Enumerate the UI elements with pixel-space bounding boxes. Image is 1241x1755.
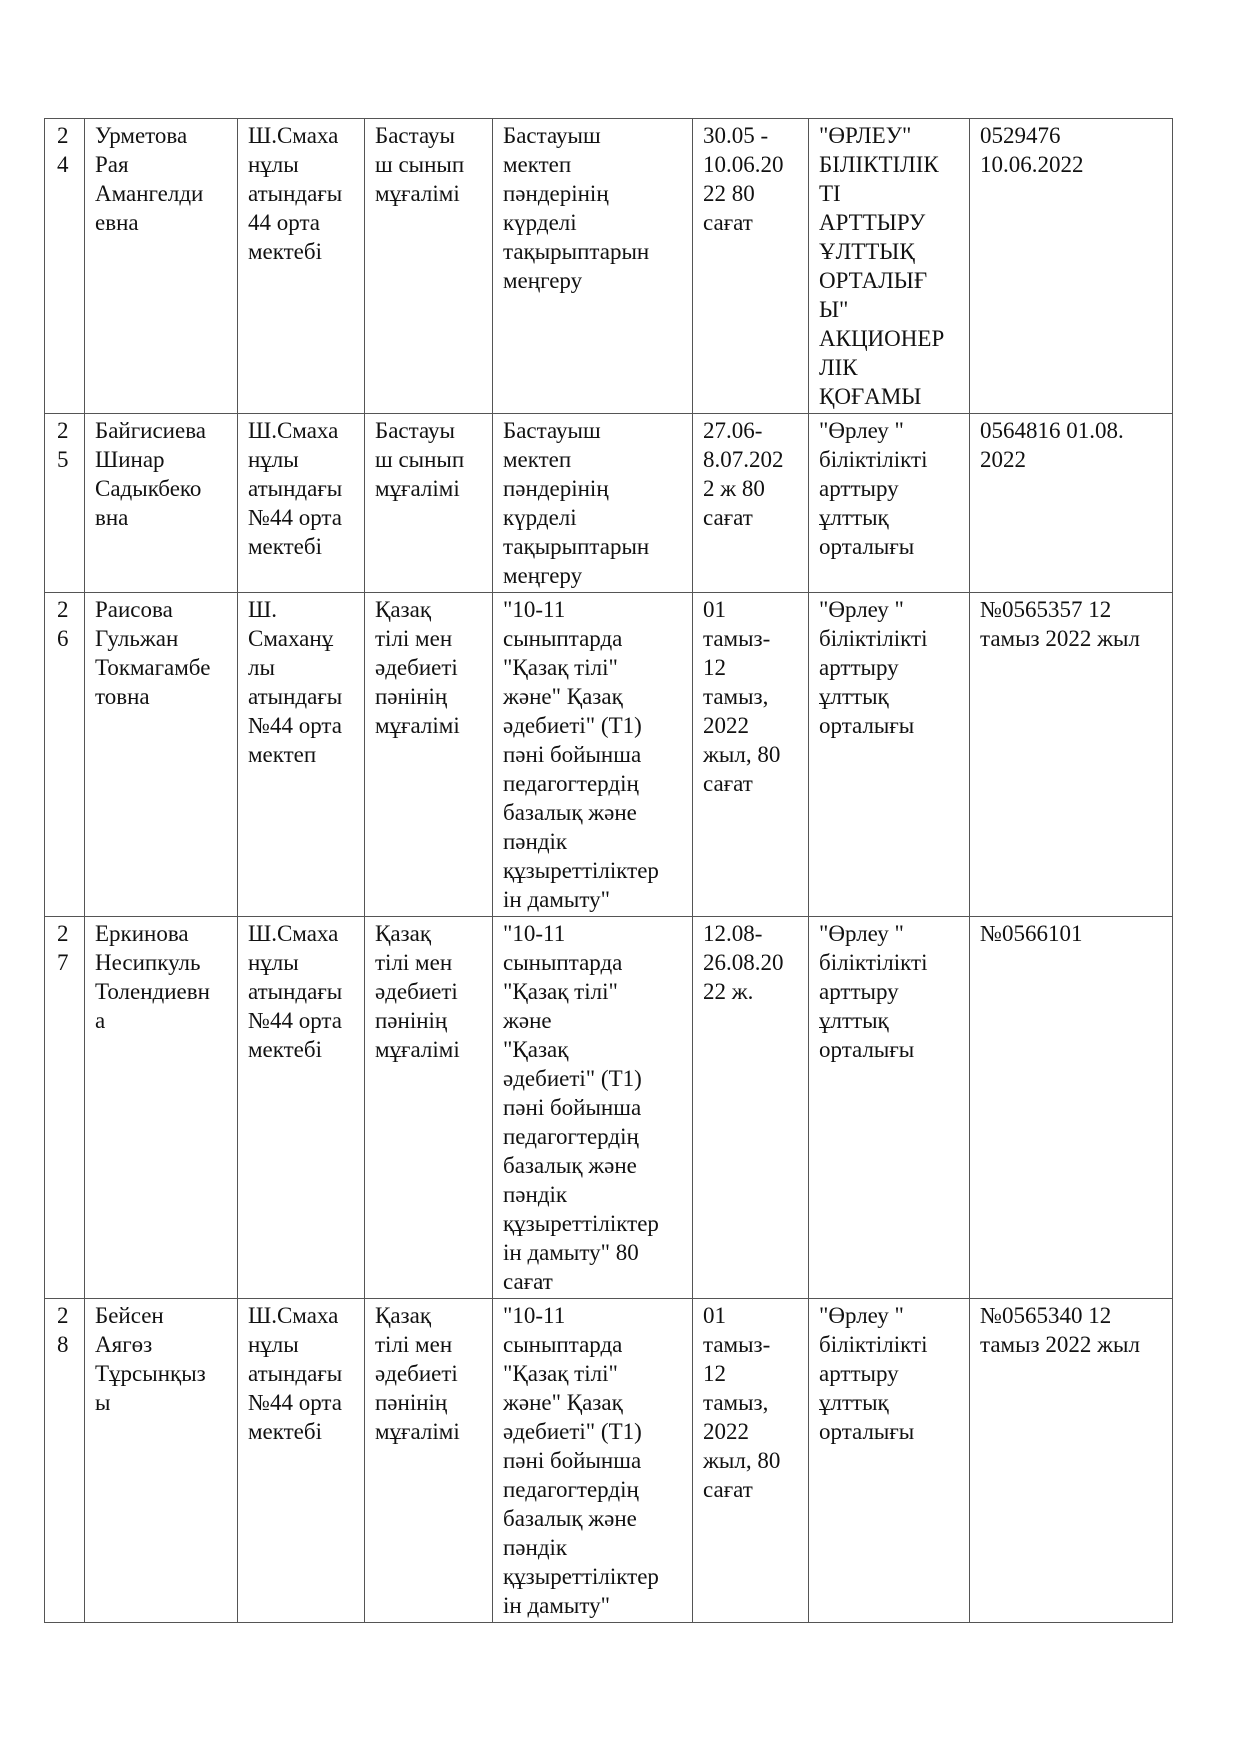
school-cell: Ш.Смаха нұлы атындағы №44 орта мектебі <box>238 414 365 593</box>
organizer-cell: "Өрлеу " біліктілікті арттыру ұлттық орталығы <box>809 1299 970 1623</box>
row-number-cell: 2 7 <box>45 917 85 1299</box>
position-cell: Қазақ тілі мен әдебиеті пәнінің мұғалімі <box>365 917 493 1299</box>
school-cell: Ш. Смаханұ лы атындағы №44 орта мектеп <box>238 593 365 917</box>
course-dates-cell: 30.05 - 10.06.20 22 80 сағат <box>693 119 809 414</box>
course-dates-cell: 01 тамыз- 12 тамыз, 2022 жыл, 80 сағат <box>693 1299 809 1623</box>
course-dates-cell: 27.06- 8.07.202 2 ж 80 сағат <box>693 414 809 593</box>
course-dates-cell: 12.08- 26.08.20 22 ж. <box>693 917 809 1299</box>
row-number-cell: 2 8 <box>45 1299 85 1623</box>
certificate-cell: №0565357 12 тамыз 2022 жыл <box>970 593 1173 917</box>
row-number-cell: 2 4 <box>45 119 85 414</box>
course-dates-cell: 01 тамыз- 12 тамыз, 2022 жыл, 80 сағат <box>693 593 809 917</box>
organizer-cell: "Өрлеу " біліктілікті арттыру ұлттық орталығы <box>809 414 970 593</box>
course-title-cell: "10-11 сыныптарда "Қазақ тілі" және" Қазақ әдебиеті" (Т1) пәні бойынша педагогтердің базалық және пәндік құзыреттіліктер ін дамыту" <box>493 593 693 917</box>
organizer-cell: "Өрлеу " біліктілікті арттыру ұлттық орталығы <box>809 593 970 917</box>
organizer-cell: "ӨРЛЕУ" БІЛІКТІЛІК ТІ АРТТЫРУ ҰЛТТЫҚ ОРТАЛЫҒ Ы" АКЦИОНЕР ЛІК ҚОҒАМЫ <box>809 119 970 414</box>
table-row <box>45 119 1173 414</box>
teacher-name-cell: Урметова Рая Амангелди евна <box>85 119 238 414</box>
course-title-cell: "10-11 сыныптарда "Қазақ тілі" және" Қазақ әдебиеті" (Т1) пәні бойынша педагогтердің базалық және пәндік құзыреттіліктер ін дамыту" <box>493 1299 693 1623</box>
table-row <box>45 593 1173 917</box>
teacher-name-cell: Раисова Гульжан Токмагамбе товна <box>85 593 238 917</box>
course-title-cell: "10-11 сыныптарда "Қазақ тілі" және "Қазақ әдебиеті" (Т1) пәні бойынша педагогтердің базалық және пәндік құзыреттіліктер ін дамыту" 80 сағат <box>493 917 693 1299</box>
organizer-cell: "Өрлеу " біліктілікті арттыру ұлттық орталығы <box>809 917 970 1299</box>
course-title-cell: Бастауыш мектеп пәндерінің күрделі тақырыптарын меңгеру <box>493 119 693 414</box>
school-cell: Ш.Смаха нұлы атындағы 44 орта мектебі <box>238 119 365 414</box>
row-number-cell: 2 5 <box>45 414 85 593</box>
school-cell: Ш.Смаха нұлы атындағы №44 орта мектебі <box>238 917 365 1299</box>
certificate-cell: №0565340 12 тамыз 2022 жыл <box>970 1299 1173 1623</box>
school-cell: Ш.Смаха нұлы атындағы №44 орта мектебі <box>238 1299 365 1623</box>
teacher-name-cell: Еркинова Несипкуль Толендиевн а <box>85 917 238 1299</box>
position-cell: Қазақ тілі мен әдебиеті пәнінің мұғалімі <box>365 1299 493 1623</box>
row-number-cell: 2 6 <box>45 593 85 917</box>
course-title-cell: Бастауыш мектеп пәндерінің күрделі тақырыптарын меңгеру <box>493 414 693 593</box>
training-records-table <box>44 118 1173 1623</box>
position-cell: Қазақ тілі мен әдебиеті пәнінің мұғалімі <box>365 593 493 917</box>
table-row <box>45 414 1173 593</box>
position-cell: Бастауы ш сынып мұғалімі <box>365 414 493 593</box>
certificate-cell: 0564816 01.08. 2022 <box>970 414 1173 593</box>
position-cell: Бастауы ш сынып мұғалімі <box>365 119 493 414</box>
certificate-cell: №0566101 <box>970 917 1173 1299</box>
certificate-cell: 0529476 10.06.2022 <box>970 119 1173 414</box>
table-row <box>45 1299 1173 1623</box>
teacher-name-cell: Байгисиева Шинар Садыкбеко вна <box>85 414 238 593</box>
table-row <box>45 917 1173 1299</box>
teacher-name-cell: Бейсен Аягөз Тұрсынқыз ы <box>85 1299 238 1623</box>
